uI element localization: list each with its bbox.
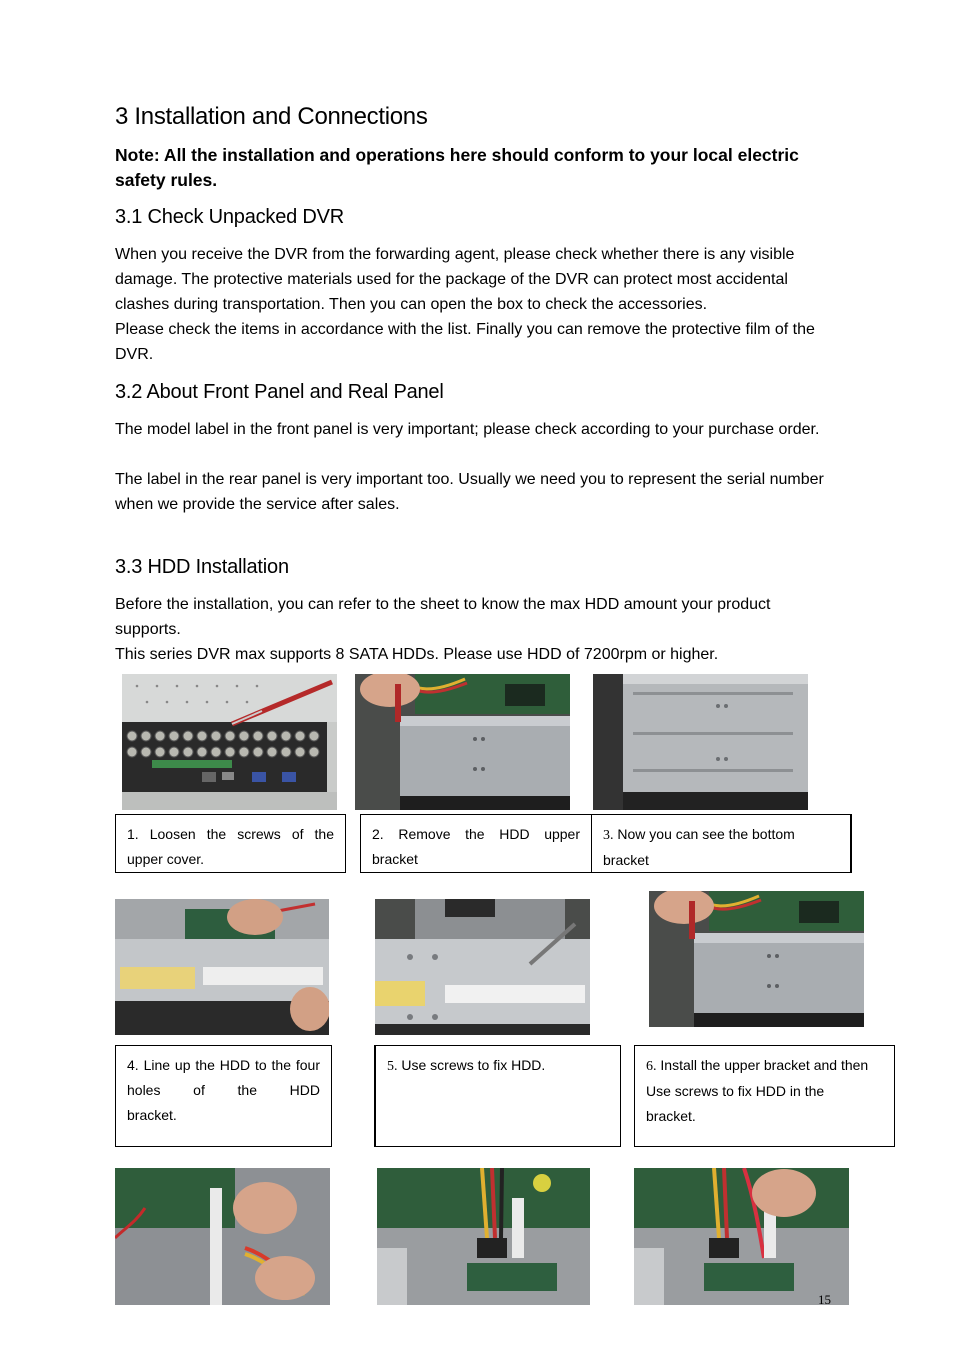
fix-hdd-screws-photo [375, 899, 590, 1035]
step-4-caption: 4. Line up the HDD to the four holes of the HDD bracket. [115, 1045, 332, 1147]
dvr-rear-panel-screwdriver-photo [122, 674, 337, 810]
chapter-title: 3 Installation and Connections [115, 103, 428, 130]
hdd-connected-photo [377, 1168, 590, 1305]
safety-note: Note: All the installation and operations here should conform to your local electric safety rules. [115, 145, 799, 190]
bottom-bracket-photo [593, 674, 808, 810]
section-title-3-1: 3.1 Check Unpacked DVR [115, 206, 345, 228]
section-3-3-paragraph-1: Before the installation, you can refer to the sheet to know the max HDD amount your product supports. [115, 596, 771, 638]
section-3-2-paragraph-2: The label in the rear panel is very important too. Usually we need you to represent the serial number when we provide the service after sales. [115, 471, 824, 513]
remove-upper-bracket-photo [355, 674, 570, 810]
section-3-3-paragraph-2: This series DVR max supports 8 SATA HDDs. Please use HDD of 7200rpm or higher. [115, 646, 719, 663]
step-1-caption: 1. Loosen the screws of the upper cover. [115, 814, 346, 873]
step-2-caption: 2. Remove the HDD upper bracket [360, 814, 592, 873]
connect-sata-cable-photo [634, 1168, 849, 1305]
step-5-caption: 5. Use screws to fix HDD. [374, 1045, 621, 1147]
section-title-3-3: 3.3 HDD Installation [115, 556, 289, 578]
step-3-caption: 3. Now you can see the bottom bracket [591, 814, 852, 873]
page-number: 15 [818, 1292, 831, 1307]
section-3-2-paragraph-1: The model label in the front panel is very important; please check according to your purchase order. [115, 421, 820, 438]
section-title-3-2: 3.2 About Front Panel and Real Panel [115, 381, 444, 403]
connect-power-cable-photo [115, 1168, 330, 1305]
hdd-lineup-photo [115, 899, 329, 1035]
step-6-caption: 6. Install the upper bracket and then Use screws to fix HDD in the bracket. [634, 1045, 895, 1147]
section-3-1-paragraph-2: Please check the items in accordance with the list. Finally you can remove the protective film of the DVR. [115, 321, 815, 363]
install-upper-bracket-photo [649, 891, 864, 1027]
section-3-1-paragraph-1: When you receive the DVR from the forwarding agent, please check whether there is any visible damage. The protective materials used for the package of the DVR can protect most accidental clashes during transportation. Then you can open the box to check the accessories. [115, 246, 795, 313]
